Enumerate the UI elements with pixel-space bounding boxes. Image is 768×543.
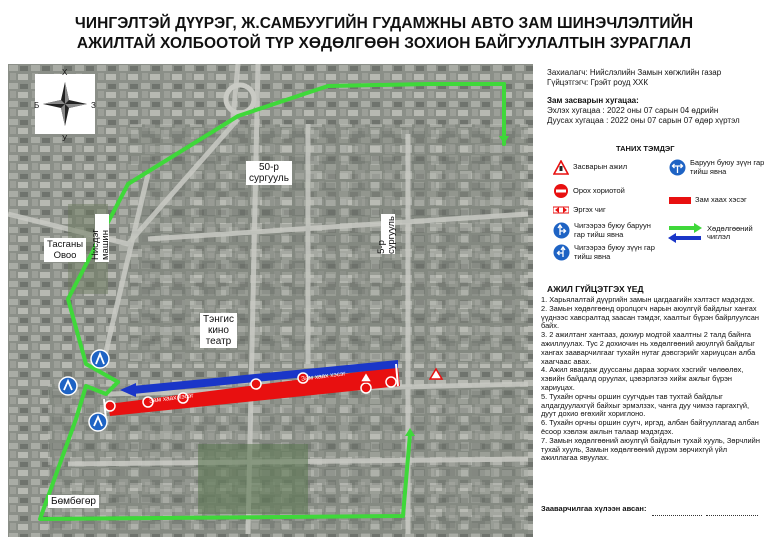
note-6: 6. Тухайн орчны оршин суугч, иргэд, албан байгууллагад албан ёсоор хэвлэж ажлын талаар мэдэгдэх. (541, 418, 759, 436)
period-end: Дуусах хугацаа : 2022 оны 07 сарын 07 өдөр хүртэл (547, 116, 740, 125)
legend-barrier (553, 206, 606, 215)
straight-right-sign-icon (553, 222, 570, 239)
note-2: 2. Замын хөдөлгөөнд оролцогч нарын аюулгүй байдлыг хангах үүднээс хавсралтад заасан тэмдэг, хаалтыг бүрэн байрлуулсан байх. (541, 303, 759, 331)
compass-north: Х (62, 68, 68, 77)
legend-no-entry-label: Орох хориотой (573, 185, 625, 195)
note-5: 5. Тухайн орчны оршин суугчдын тав тухтай байдлыг алдагдуулахгүй байхыг эрмэлзэх, чанга дуу чимээ гаргахгүй, дуут дохио өгөхийг хориглоно. (541, 391, 750, 419)
barrier-icon (553, 206, 569, 214)
compass-east: З (91, 101, 96, 110)
note-3: 3. 2 ажилтанг хантааз, дохиур модтой хаалтны 2 талд байнга ажиллуулах. Тус 2 дохиочин нь хөдөлгөөний аюулгүй байдлыг хангах зааварчилгааг тухайн нутаг дэвсгэрийг хариуцсан алба хаагчаас авах. (541, 330, 756, 366)
compass-west: Б (34, 101, 40, 110)
customer: Захиалагч: Нийслэлийн Замын хөгжлийн газар (547, 68, 722, 77)
bombogor-label: Бөмбөгөр (48, 495, 99, 508)
legend-closed (669, 196, 747, 205)
note-4: 4. Ажил явагдаж дууссаны дараа зорчих хэсгийг чөлөөлөх, хэвийн байдалд оруулах, цэвэрлэгээ хийж ажлыг бүрэн хариуцах. (541, 365, 744, 392)
period-start: Эхлэх хугацаа : 2022 оны 07 сарын 04 өдрийн (547, 106, 719, 115)
closed-road-swatch-icon (669, 197, 691, 204)
legend-right-left (669, 159, 765, 176)
map-area[interactable] (8, 64, 533, 537)
legend-straight-left (553, 244, 663, 261)
compass-south: У (62, 134, 68, 143)
right-left-sign-icon (669, 159, 686, 176)
signature-line-1[interactable] (652, 515, 702, 516)
legend-no-entry (553, 183, 625, 199)
note-1: 1. Харьялалтай дүүргийн замын цагдаагийн хэлтэст мэдэгдэх. (541, 295, 755, 304)
title-line-2: АЖИЛТАЙ ХОЛБООТОЙ ТҮР ХӨДӨЛГӨӨН ЗОХИОН БАЙГУУЛАЛТЫН ЗУРАГЛАЛ (76, 35, 692, 52)
legend-right-left-label: Баруун буюу зүүн гар тийш явна (690, 158, 765, 176)
signature-label: Зааварчилгаа хүлээн авсан: (541, 504, 647, 513)
school-50-label: 50-р сургууль (246, 161, 292, 185)
legend-detour-label: Хөдөлгөөний чиглэл (707, 223, 753, 241)
note-7: 7. Замын хөдөлгөөний аюулгүй байдлын тухай хууль, Зөрчлийн тухай хууль, Замын хөдөлгөөний дүрэм зөрчихгүй үйл ажиллагаа явуулах. (541, 435, 760, 463)
period-title: Зам засварын хугацаа: (547, 96, 639, 105)
legend-straight-right (553, 222, 663, 239)
school-5-label-box (376, 214, 397, 254)
legend-detour (667, 222, 768, 244)
nisdeg-label-box (90, 214, 111, 262)
legend-straight-right-label: Чигээрээ буюу баруун гар тийш явна (574, 221, 651, 239)
work-title: АЖИЛ ГҮЙЦЭТГЭХ ҮЕД (547, 284, 644, 294)
legend-roadwork (553, 160, 627, 175)
legend-barrier-label: Эргэх чиг (573, 205, 606, 214)
legend-roadwork-label: Засварын ажил (573, 162, 628, 172)
legend-title: ТАНИХ ТЭМДЭГ (616, 144, 675, 153)
contractor: Гүйцэтгэгч: Грэйт роуд ХХК (547, 78, 649, 87)
work-notes (541, 296, 761, 463)
legend-closed-label: Зам хаах хэсэг (695, 195, 747, 204)
map-canvas (8, 64, 533, 537)
title-line-1: ЧИНГЭЛТЭЙ ДҮҮРЭГ, Ж.САМБУУГИЙН ГУДАМЖНЫ АВТО ЗАМ ШИНЭЧЛЭЛТИЙН (74, 15, 694, 32)
closed-road-label-east: Зам хаах хэсэг (300, 370, 347, 383)
tengis-label: Тэнгис кино театр (200, 313, 237, 348)
school-5-label: 5-р сургууль (376, 216, 397, 254)
nisdeg-label: Нисдэг машин (90, 229, 111, 260)
direction-arrows-icon (667, 222, 703, 244)
closed-road-label-west: Зам хаах хэсэг (148, 392, 195, 405)
tasgan-label: Тасганы Овоо (44, 238, 86, 262)
page-title (0, 14, 768, 54)
legend-straight-left-label: Чигээрээ буюу зүүн гар тийш явна (574, 243, 655, 261)
no-entry-sign-icon (553, 183, 569, 199)
compass-rose (35, 74, 95, 134)
straight-left-sign-icon (553, 244, 570, 261)
info-panel (547, 68, 763, 126)
signature-line-2[interactable] (706, 515, 758, 516)
roadwork-sign-icon (553, 160, 569, 175)
